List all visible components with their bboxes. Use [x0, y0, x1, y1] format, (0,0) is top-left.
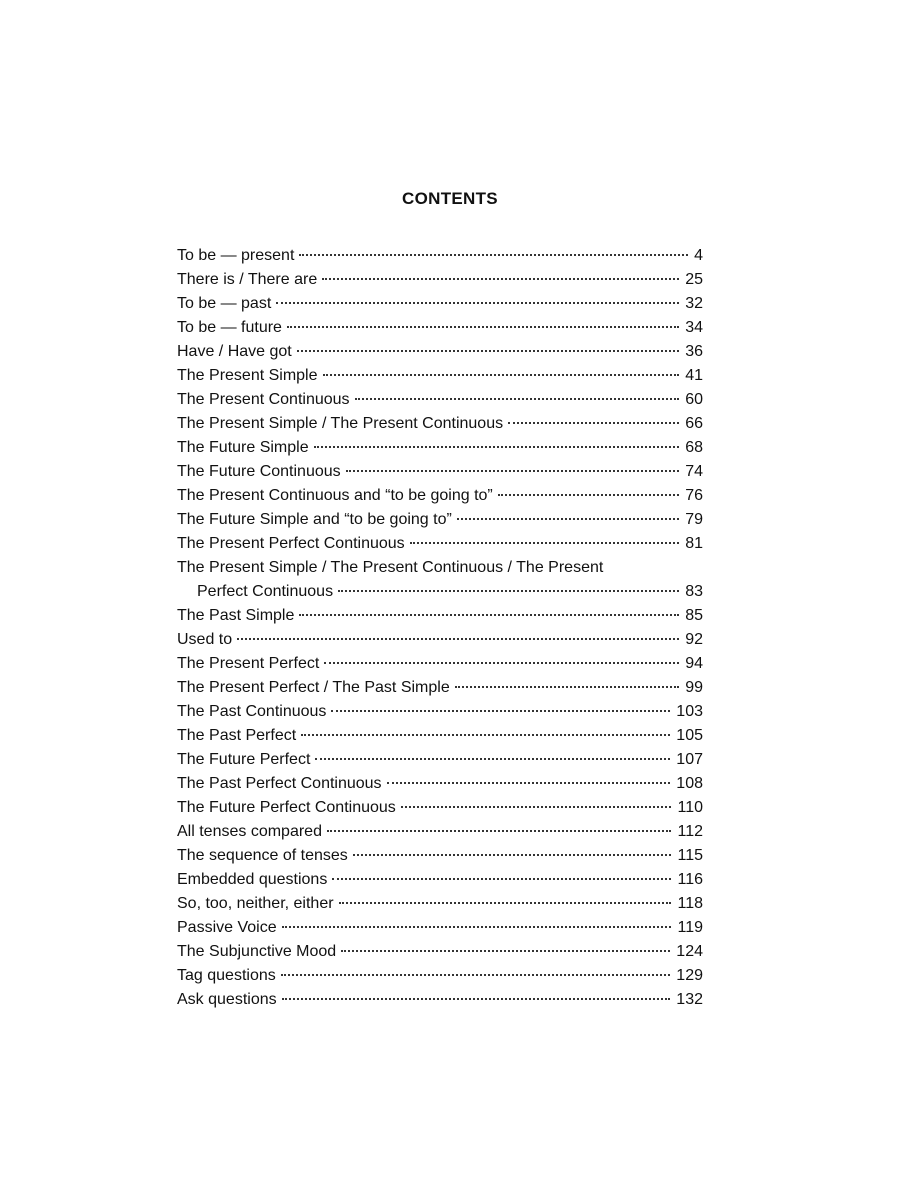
dot-leader: [457, 518, 679, 520]
toc-entry-page-number: 118: [677, 895, 703, 912]
toc-entry-page-number: 115: [677, 847, 703, 864]
dot-leader: [314, 446, 680, 448]
toc-entry[interactable]: [177, 940, 703, 964]
toc-entry-page-number: 25: [685, 271, 703, 288]
toc-entry-title: Perfect Continuous: [197, 583, 334, 600]
toc-entry-title: To be — past: [177, 295, 272, 312]
toc-entry[interactable]: [177, 964, 703, 988]
toc-entry[interactable]: [177, 844, 703, 868]
toc-entry-title: The Past Perfect Continuous: [177, 775, 382, 792]
toc-entry-page-number: 81: [685, 535, 703, 552]
toc-entry-page-number: 129: [676, 967, 703, 984]
toc-entry[interactable]: [177, 604, 703, 628]
toc-entry-page-number: 99: [685, 679, 703, 696]
dot-leader: [346, 470, 680, 472]
toc-entry-page-number: 116: [677, 871, 703, 888]
toc-entry[interactable]: [177, 628, 703, 652]
toc-entry-title: Have / Have got: [177, 343, 292, 360]
toc-entry-page-number: 112: [677, 823, 703, 840]
dot-leader: [282, 998, 671, 1000]
toc-entry[interactable]: [177, 508, 703, 532]
toc-entry[interactable]: [177, 892, 703, 916]
toc-entry[interactable]: [177, 292, 703, 316]
toc-entry-title: The Future Continuous: [177, 463, 341, 480]
toc-entry-title: The Future Perfect: [177, 751, 311, 768]
toc-entry[interactable]: [177, 460, 703, 484]
toc-entry-page-number: 41: [685, 367, 703, 384]
dot-leader: [297, 350, 679, 352]
toc-entry-page-number: 76: [685, 487, 703, 504]
toc-entry-title: There is / There are: [177, 271, 318, 288]
toc-entry[interactable]: [177, 436, 703, 460]
page-title: CONTENTS: [402, 189, 498, 208]
toc-entry[interactable]: [177, 244, 703, 268]
dot-leader: [323, 374, 680, 376]
toc-entry-title: So, too, neither, either: [177, 895, 334, 912]
dot-leader: [322, 278, 679, 280]
toc-entry-page-number: 107: [676, 751, 703, 768]
toc-entry[interactable]: [177, 700, 703, 724]
toc-entry-title: The Present Perfect Continuous: [177, 535, 405, 552]
toc-entry-title: The Present Simple: [177, 367, 318, 384]
dot-leader: [301, 734, 670, 736]
toc-entry[interactable]: [177, 364, 703, 388]
dot-leader: [455, 686, 679, 688]
toc-entry-page-number: 4: [694, 247, 703, 264]
toc-entry-title: Passive Voice: [177, 919, 277, 936]
toc-entry[interactable]: [177, 316, 703, 340]
toc-entry-page-number: 68: [685, 439, 703, 456]
toc-entry-page-number: 110: [677, 799, 703, 816]
toc-entry[interactable]: [177, 484, 703, 508]
toc-entry-page-number: 83: [685, 583, 703, 600]
toc-entry-title: The Present Perfect: [177, 655, 320, 672]
toc-entry-page-number: 108: [676, 775, 703, 792]
toc-entry-page-number: 92: [685, 631, 703, 648]
dot-leader: [324, 662, 679, 664]
toc-entry-page-number: 79: [685, 511, 703, 528]
toc-entry-title: The Subjunctive Mood: [177, 943, 337, 960]
toc-entry-page-number: 85: [685, 607, 703, 624]
toc-entry-title: To be — present: [177, 247, 295, 264]
toc-entry-title: Embedded questions: [177, 871, 328, 888]
dot-leader: [281, 974, 671, 976]
toc-entry-page-number: 66: [685, 415, 703, 432]
dot-leader: [315, 758, 670, 760]
toc-entry-page-number: 74: [685, 463, 703, 480]
toc-entry-title: The Present Continuous: [177, 391, 350, 408]
toc-entry-title: The Future Perfect Continuous: [177, 799, 396, 816]
toc-entry[interactable]: [177, 580, 703, 604]
dot-leader: [282, 926, 672, 928]
dot-leader: [508, 422, 679, 424]
dot-leader: [327, 830, 672, 832]
toc-entry-title: The Present Simple / The Present Continuous: [177, 415, 504, 432]
toc-entry[interactable]: [177, 676, 703, 700]
toc-entry-page-number: 119: [677, 919, 703, 936]
dot-leader: [341, 950, 670, 952]
dot-leader: [331, 710, 670, 712]
dot-leader: [339, 902, 672, 904]
toc-entry-page-number: 124: [676, 943, 703, 960]
dot-leader: [332, 878, 671, 880]
toc-entry-title: Used to: [177, 631, 233, 648]
dot-leader: [287, 326, 679, 328]
toc-entry-title: The sequence of tenses: [177, 847, 348, 864]
dot-leader: [498, 494, 679, 496]
dot-leader: [299, 254, 688, 256]
toc-entry-title: The Present Perfect / The Past Simple: [177, 679, 450, 696]
toc-entry-page-number: 132: [676, 991, 703, 1008]
toc-entry[interactable]: [177, 988, 703, 1012]
dot-leader: [299, 614, 679, 616]
dot-leader: [387, 782, 671, 784]
toc-entry-page-number: 60: [685, 391, 703, 408]
toc-entry-page-number: 34: [685, 319, 703, 336]
dot-leader: [338, 590, 679, 592]
toc-entry-title: The Present Continuous and “to be going to”: [177, 487, 493, 504]
toc-entry[interactable]: [177, 556, 703, 580]
table-of-contents: [177, 244, 703, 1012]
toc-entry-title: All tenses compared: [177, 823, 322, 840]
toc-entry[interactable]: [177, 652, 703, 676]
toc-entry[interactable]: [177, 796, 703, 820]
toc-entry-title: Ask questions: [177, 991, 277, 1008]
toc-entry[interactable]: [177, 916, 703, 940]
dot-leader: [276, 302, 679, 304]
toc-entry-title: The Past Perfect: [177, 727, 297, 744]
toc-entry[interactable]: [177, 724, 703, 748]
toc-entry-title: The Future Simple: [177, 439, 309, 456]
toc-entry-page-number: 94: [685, 655, 703, 672]
toc-entry[interactable]: [177, 772, 703, 796]
dot-leader: [353, 854, 672, 856]
toc-entry-title: The Future Simple and “to be going to”: [177, 511, 452, 528]
toc-entry-title: The Past Simple: [177, 607, 295, 624]
dot-leader: [410, 542, 680, 544]
toc-entry-page-number: 36: [685, 343, 703, 360]
toc-entry[interactable]: [177, 268, 703, 292]
toc-entry[interactable]: [177, 820, 703, 844]
toc-entry[interactable]: [177, 748, 703, 772]
dot-leader: [237, 638, 679, 640]
toc-entry[interactable]: [177, 532, 703, 556]
toc-entry-title: The Past Continuous: [177, 703, 327, 720]
toc-entry-title: Tag questions: [177, 967, 276, 984]
dot-leader: [401, 806, 672, 808]
toc-entry-page-number: 32: [685, 295, 703, 312]
toc-entry[interactable]: [177, 388, 703, 412]
toc-entry-page-number: 105: [676, 727, 703, 744]
toc-entry-title: The Present Simple / The Present Continuous / The Present: [177, 559, 604, 576]
toc-entry-title: To be — future: [177, 319, 282, 336]
toc-entry[interactable]: [177, 868, 703, 892]
dot-leader: [355, 398, 680, 400]
toc-entry[interactable]: [177, 412, 703, 436]
toc-entry[interactable]: [177, 340, 703, 364]
toc-entry-page-number: 103: [676, 703, 703, 720]
